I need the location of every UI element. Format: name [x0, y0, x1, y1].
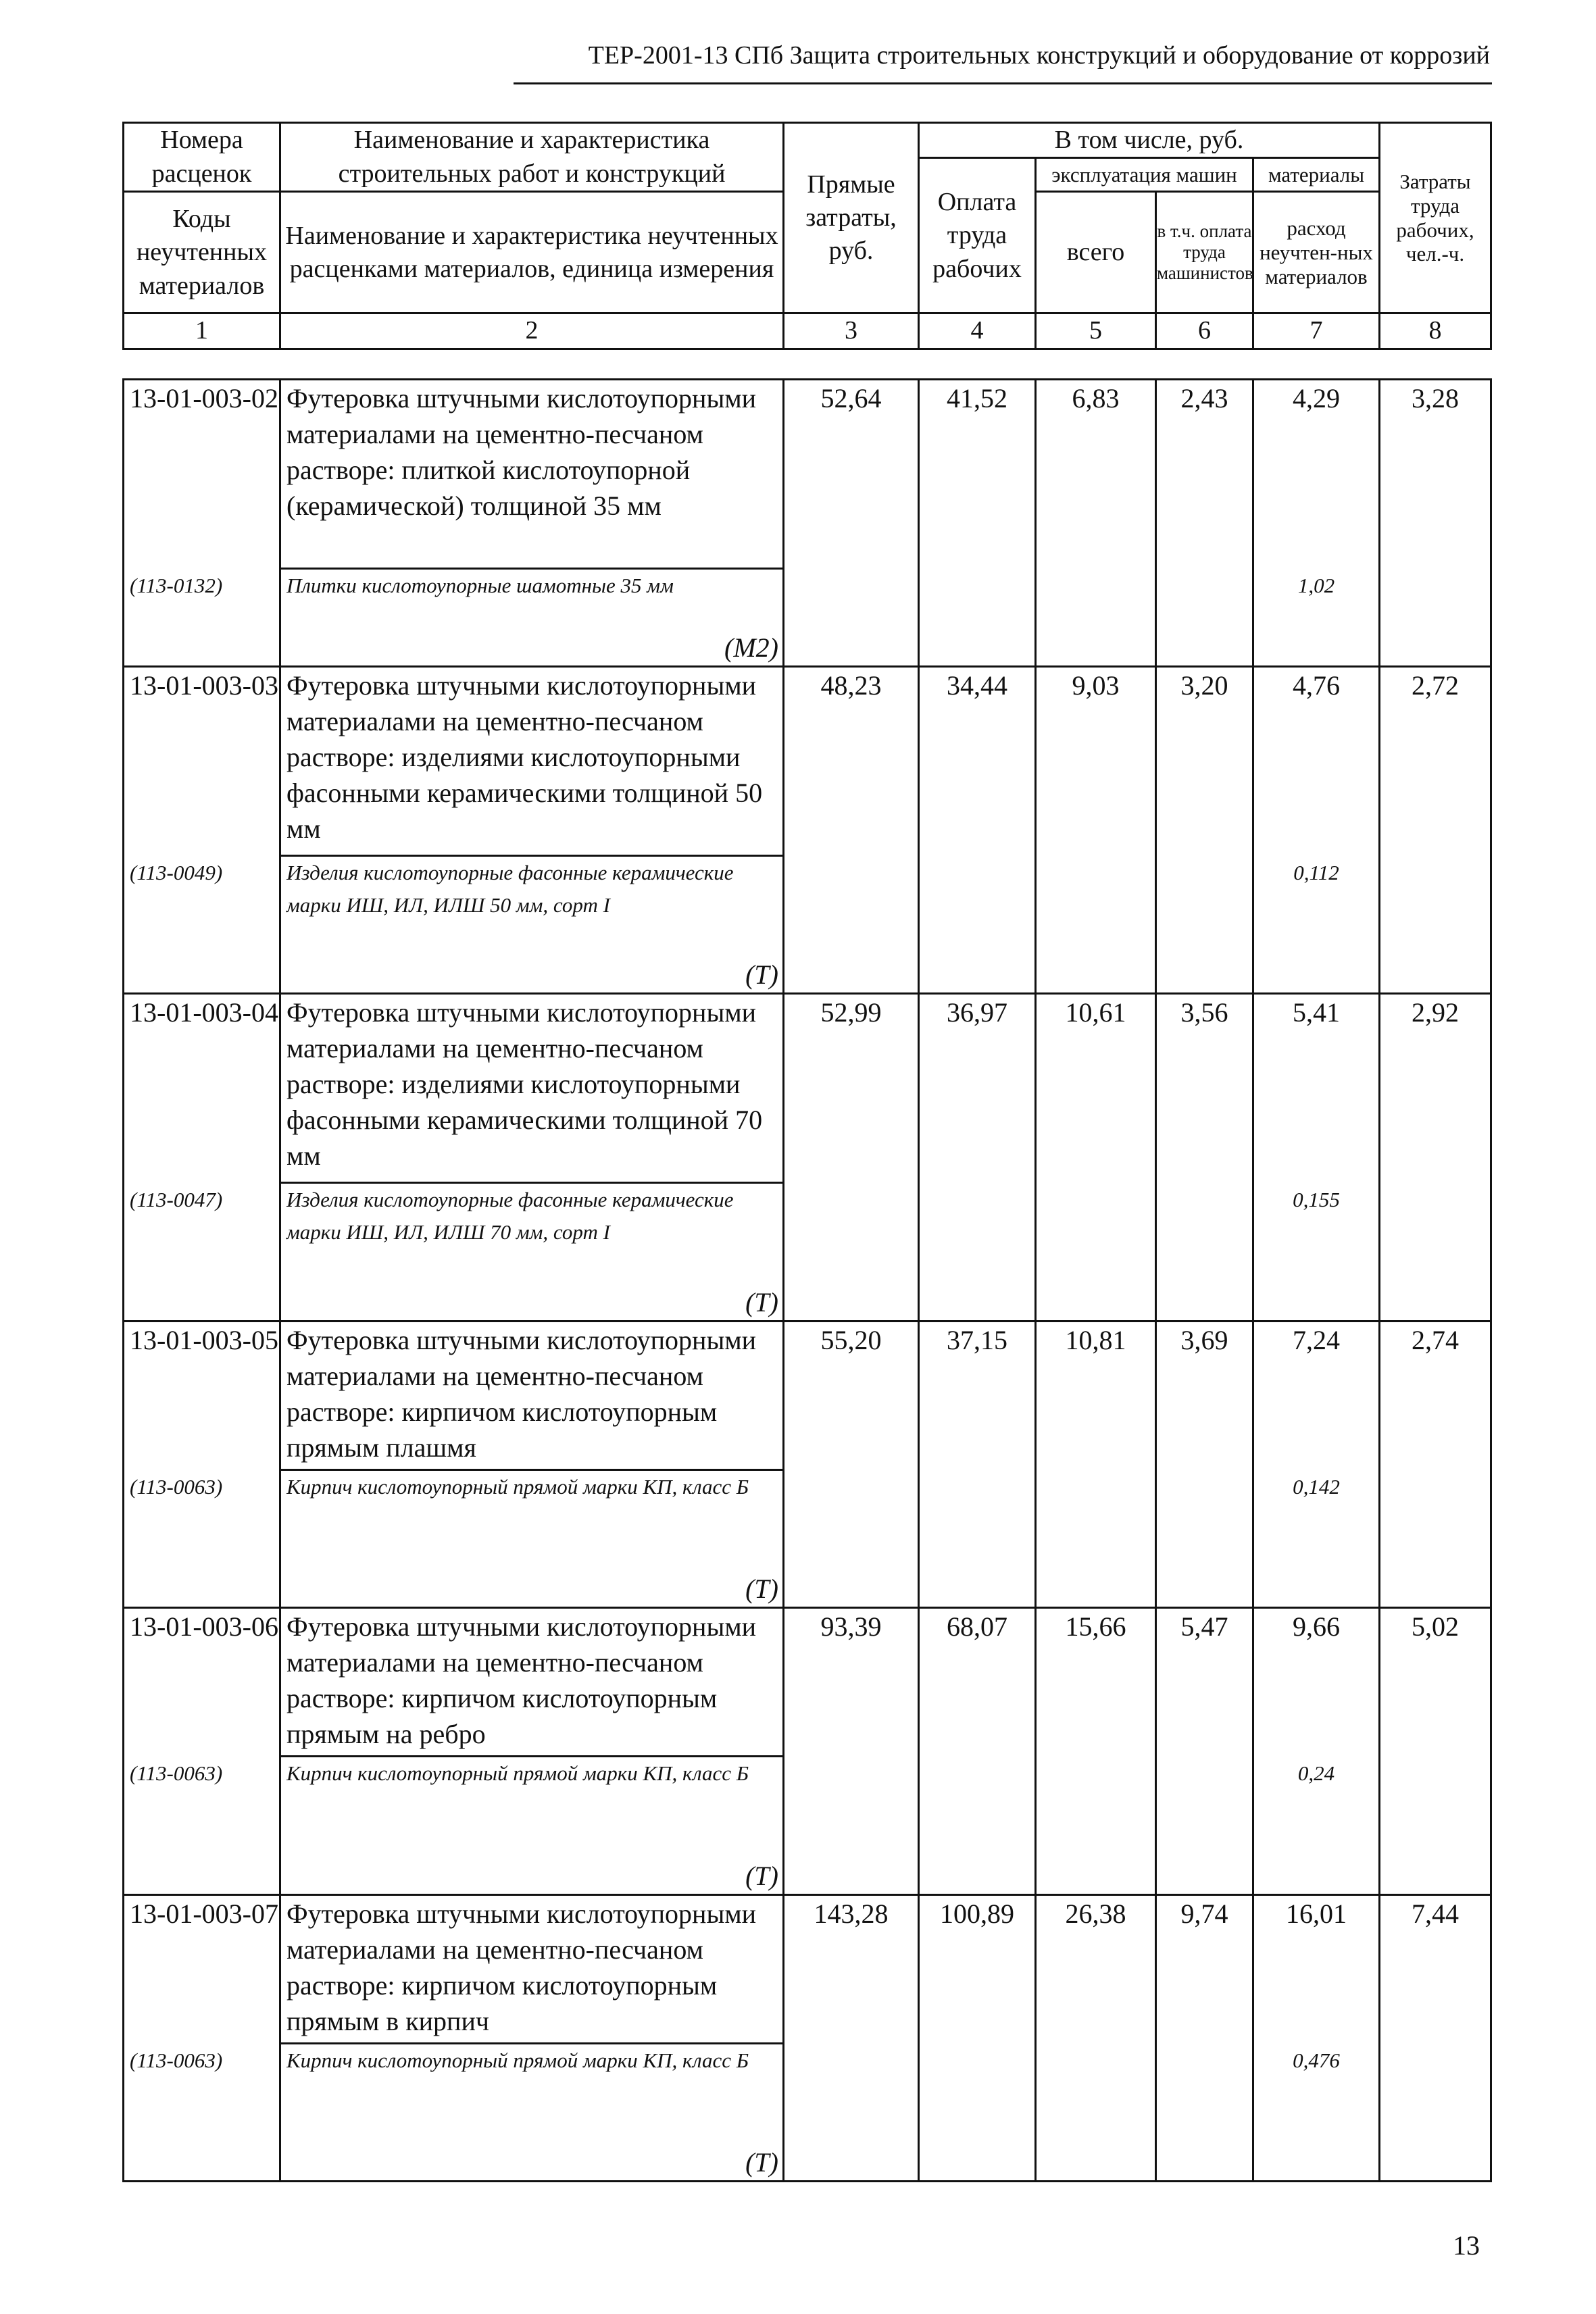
material-unit: (Т) — [280, 957, 784, 994]
materials-cell — [1253, 1894, 1380, 2182]
machinists-labor: 2,43 — [1156, 380, 1253, 667]
machines-total: 9,03 — [1036, 666, 1156, 994]
labor-cost: 36,97 — [919, 994, 1036, 1322]
material-code: (113-0049) — [130, 860, 223, 884]
direct-cost: 52,64 — [784, 380, 919, 667]
col-number: 5 — [1036, 313, 1156, 349]
page-number: 13 — [1453, 2230, 1480, 2261]
machinists-labor: 3,56 — [1156, 994, 1253, 1322]
material-code: (113-0063) — [130, 2048, 223, 2072]
rate-code-cell — [124, 666, 280, 994]
materials-cell — [1253, 994, 1380, 1322]
material-name: Плитки кислотоупорные шамотные 35 мм — [280, 569, 784, 630]
material-quantity: 0,112 — [1293, 860, 1339, 884]
machines-total: 15,66 — [1036, 1608, 1156, 1895]
header-col8: Затраты труда рабочих, чел.-ч. — [1380, 123, 1491, 313]
material-name: Кирпич кислотоупорный прямой марки КП, класс Б — [280, 1757, 784, 1858]
rate-code: 13-01-003-07 — [130, 1898, 278, 1929]
rate-code-cell — [124, 1894, 280, 2182]
header-col2-top: Наименование и характеристика строительных работ и конструкций — [280, 123, 784, 192]
material-name: Изделия кислотоупорные фасонные керамические марки ИШ, ИЛ, ИЛШ 70 мм, сорт I — [280, 1183, 784, 1284]
labor-cost: 34,44 — [919, 666, 1036, 994]
material-quantity: 1,02 — [1297, 574, 1335, 597]
labor-hours: 5,02 — [1380, 1608, 1491, 1895]
page-header-title: ТЕР-2001-13 СПб Защита строительных конструкций и оборудование от коррозий — [588, 41, 1490, 70]
materials-cell — [1253, 380, 1380, 667]
work-description: Футеровка штучными кислотоупорными материалами на цементно-песчаном растворе: кирпичом кислотоупорным прямым плашмя — [280, 1321, 784, 1469]
material-name: Кирпич кислотоупорный прямой марки КП, класс Б — [280, 2043, 784, 2144]
machines-total: 10,81 — [1036, 1321, 1156, 1608]
table-row — [124, 1608, 1491, 1757]
materials-cost: 9,66 — [1293, 1611, 1340, 1642]
rate-code: 13-01-003-04 — [130, 997, 278, 1028]
rate-code-cell — [124, 994, 280, 1322]
rate-code: 13-01-003-06 — [130, 1611, 278, 1642]
material-unit: (М2) — [280, 630, 784, 667]
header-machines: эксплуатация машин — [1036, 158, 1253, 192]
material-unit: (Т) — [280, 1571, 784, 1608]
material-name: Кирпич кислотоупорный прямой марки КП, класс Б — [280, 1469, 784, 1571]
material-quantity: 0,142 — [1293, 1474, 1340, 1499]
labor-hours: 2,74 — [1380, 1321, 1491, 1608]
table-row — [124, 1894, 1491, 2043]
labor-cost: 100,89 — [919, 1894, 1036, 2182]
machines-total: 10,61 — [1036, 994, 1156, 1322]
material-code: (113-0063) — [130, 1474, 223, 1499]
table-row — [124, 1321, 1491, 1469]
header-col4: Оплата труда рабочих — [919, 158, 1036, 313]
header-col7: расход неучтен-ных материалов — [1253, 192, 1380, 313]
col-number: 8 — [1380, 313, 1491, 349]
table-header — [122, 122, 1492, 350]
labor-cost: 41,52 — [919, 380, 1036, 667]
machines-total: 6,83 — [1036, 380, 1156, 667]
materials-cost: 5,41 — [1293, 997, 1340, 1028]
direct-cost: 93,39 — [784, 1608, 919, 1895]
material-code: (113-0063) — [130, 1761, 223, 1785]
machinists-labor: 9,74 — [1156, 1894, 1253, 2182]
material-quantity: 0,24 — [1297, 1761, 1335, 1785]
material-quantity: 0,476 — [1293, 2048, 1340, 2072]
header-col6: в т.ч. оплата труда машинистов — [1156, 192, 1253, 313]
materials-cost: 7,24 — [1293, 1324, 1340, 1355]
work-description: Футеровка штучными кислотоупорными материалами на цементно-песчаном растворе: плиткой кислотоупорной (керамической) толщиной 35 мм — [280, 380, 784, 569]
header-col1-bottom: Коды неучтенных материалов — [124, 192, 280, 313]
col-number: 7 — [1253, 313, 1380, 349]
work-description: Футеровка штучными кислотоупорными материалами на цементно-песчаном растворе: кирпичом кислотоупорным прямым на ребро — [280, 1608, 784, 1757]
col-number: 3 — [784, 313, 919, 349]
rate-code-cell — [124, 1608, 280, 1895]
direct-cost: 48,23 — [784, 666, 919, 994]
materials-cost: 4,76 — [1293, 670, 1340, 701]
material-unit: (Т) — [280, 2144, 784, 2182]
material-unit: (Т) — [280, 1858, 784, 1895]
labor-cost: 68,07 — [919, 1608, 1036, 1895]
materials-cell — [1253, 666, 1380, 994]
labor-hours: 2,92 — [1380, 994, 1491, 1322]
labor-hours: 2,72 — [1380, 666, 1491, 994]
machines-total: 26,38 — [1036, 1894, 1156, 2182]
header-materials: материалы — [1253, 158, 1380, 192]
materials-cost: 16,01 — [1286, 1898, 1347, 1929]
rate-code-cell — [124, 1321, 280, 1608]
header-col2-bottom: Наименование и характеристика неучтенных расценками материалов, единица измерения — [280, 192, 784, 313]
header-col3: Прямые затраты, руб. — [784, 123, 919, 313]
material-code: (113-0047) — [130, 1188, 223, 1211]
machinists-labor: 5,47 — [1156, 1608, 1253, 1895]
table-row — [124, 380, 1491, 569]
header-group: В том числе, руб. — [919, 123, 1380, 158]
labor-hours: 7,44 — [1380, 1894, 1491, 2182]
direct-cost: 143,28 — [784, 1894, 919, 2182]
materials-cell — [1253, 1608, 1380, 1895]
labor-cost: 37,15 — [919, 1321, 1036, 1608]
material-quantity: 0,155 — [1293, 1188, 1340, 1211]
table-row — [124, 666, 1491, 855]
work-description: Футеровка штучными кислотоупорными материалами на цементно-песчаном растворе: кирпичом кислотоупорным прямым в кирпич — [280, 1894, 784, 2043]
col-number: 2 — [280, 313, 784, 349]
header-col5: всего — [1036, 192, 1156, 313]
table-row — [124, 994, 1491, 1183]
rate-code: 13-01-003-02 — [130, 383, 278, 413]
material-name: Изделия кислотоупорные фасонные керамические марки ИШ, ИЛ, ИЛШ 50 мм, сорт I — [280, 855, 784, 957]
col-number: 6 — [1156, 313, 1253, 349]
direct-cost: 52,99 — [784, 994, 919, 1322]
rate-code-cell — [124, 380, 280, 667]
header-rule — [514, 82, 1492, 84]
col-number: 4 — [919, 313, 1036, 349]
materials-cost: 4,29 — [1293, 383, 1340, 413]
labor-hours: 3,28 — [1380, 380, 1491, 667]
rate-code: 13-01-003-05 — [130, 1324, 278, 1355]
work-description: Футеровка штучными кислотоупорными материалами на цементно-песчаном растворе: изделиями кислотоупорными фасонными керамическими толщиной 70 мм — [280, 994, 784, 1183]
rates-table — [122, 378, 1492, 2182]
machinists-labor: 3,20 — [1156, 666, 1253, 994]
rate-code: 13-01-003-03 — [130, 670, 278, 701]
materials-cell — [1253, 1321, 1380, 1608]
header-col1-top: Номера расценок — [124, 123, 280, 192]
material-code: (113-0132) — [130, 574, 223, 597]
direct-cost: 55,20 — [784, 1321, 919, 1608]
work-description: Футеровка штучными кислотоупорными материалами на цементно-песчаном растворе: изделиями кислотоупорными фасонными керамическими толщиной 50 мм — [280, 666, 784, 855]
col-number: 1 — [124, 313, 280, 349]
material-unit: (Т) — [280, 1284, 784, 1322]
machinists-labor: 3,69 — [1156, 1321, 1253, 1608]
